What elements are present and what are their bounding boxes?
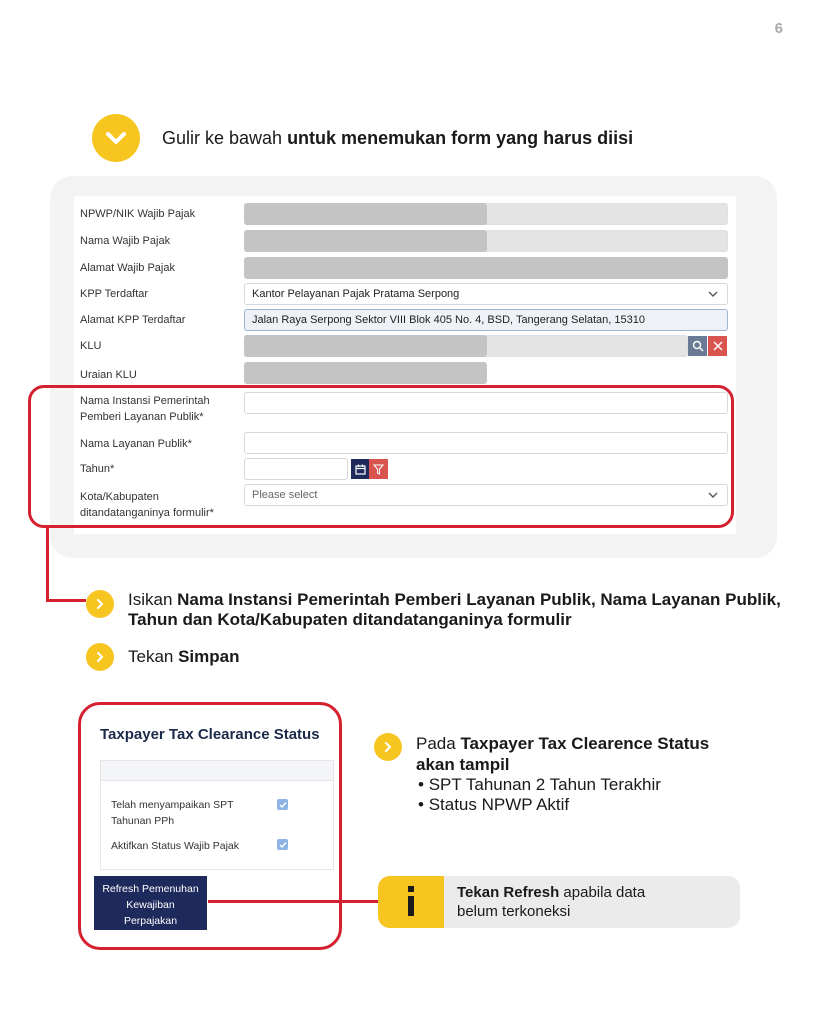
result-bullets <box>418 775 709 815</box>
layanan-label: Nama Layanan Publik* <box>80 438 192 450</box>
chevron-right-icon <box>374 733 402 761</box>
required-fields-highlight <box>28 385 734 528</box>
redacted-value <box>244 230 487 252</box>
chevron-right-icon <box>86 643 114 671</box>
chevron-down-icon <box>707 288 719 300</box>
result-description <box>374 733 709 815</box>
chevron-right-icon <box>86 590 114 618</box>
spt-status-label: Telah menyampaikan SPT Tahunan PPh <box>111 799 234 827</box>
connector-line <box>46 527 49 602</box>
alamat-kpp-input[interactable]: Jalan Raya Serpong Sektor VIII Blok 405 No. 4, BSD, Tangerang Selatan, 15310 <box>244 309 728 331</box>
instruction-fill <box>86 590 788 630</box>
connector-line <box>208 900 380 903</box>
search-icon[interactable] <box>688 336 707 356</box>
connector-line <box>46 599 86 602</box>
alamat-kpp-label: Alamat KPP Terdaftar <box>80 314 186 326</box>
npwp-label: NPWP/NIK Wajib Pajak <box>80 208 196 220</box>
chevron-down-icon <box>92 114 140 162</box>
result-text: Pada Taxpayer Tax Clearence Status akan tampil <box>416 734 710 774</box>
alamat-label: Alamat Wajib Pajak <box>80 262 175 274</box>
klu-label: KLU <box>80 340 102 352</box>
info-text: Tekan Refresh apabila data belum terkoneksi <box>457 884 646 920</box>
bullet-item: • Status NPWP Aktif <box>418 795 570 814</box>
close-icon[interactable] <box>708 336 727 356</box>
instruction-save-text: Tekan Simpan <box>128 647 240 666</box>
info-note <box>378 876 740 928</box>
tax-status-table <box>100 760 334 870</box>
kpp-select[interactable]: Kantor Pelayanan Pajak Pratama Serpong <box>244 283 728 305</box>
tax-clearance-panel <box>88 712 334 940</box>
step-scroll <box>92 114 633 162</box>
checkmark-icon <box>277 799 288 810</box>
instruction-fill-text: Isikan Nama Instansi Pemerintah Pemberi Layanan Publik, Nama Layanan Publik, Tahun dan Kota/Kabupaten ditandatanganinya formulir <box>128 590 781 629</box>
redacted-value <box>244 362 487 384</box>
step-scroll-text: Gulir ke bawah untuk menemukan form yang harus diisi <box>162 127 634 148</box>
instruction-save <box>86 643 240 671</box>
instansi-label: Nama Instansi Pemerintah Pemberi Layanan Publik* <box>80 395 210 423</box>
nama-label: Nama Wajib Pajak <box>80 235 171 247</box>
tax-status-title: Taxpayer Tax Clearance Status <box>100 726 320 743</box>
redacted-value <box>244 335 487 357</box>
redacted-value <box>244 257 728 279</box>
checkmark-icon <box>277 839 288 850</box>
table-header <box>101 761 333 781</box>
kota-label: Kota/Kabupaten ditandatanganinya formulir* <box>80 491 214 519</box>
kpp-label: KPP Terdaftar <box>80 288 149 300</box>
bullet-item: • SPT Tahunan 2 Tahun Terakhir <box>418 775 661 794</box>
page-number: 6 <box>774 20 783 37</box>
redacted-value <box>244 203 487 225</box>
info-icon <box>378 876 444 928</box>
refresh-button[interactable]: Refresh Pemenuhan Kewajiban Perpajakan <box>94 876 207 930</box>
tahun-label: Tahun* <box>80 463 115 475</box>
npwp-status-label: Aktifkan Status Wajib Pajak <box>111 840 239 852</box>
uraian-klu-label: Uraian KLU <box>80 369 137 381</box>
kota-select[interactable]: Please select <box>244 484 728 506</box>
